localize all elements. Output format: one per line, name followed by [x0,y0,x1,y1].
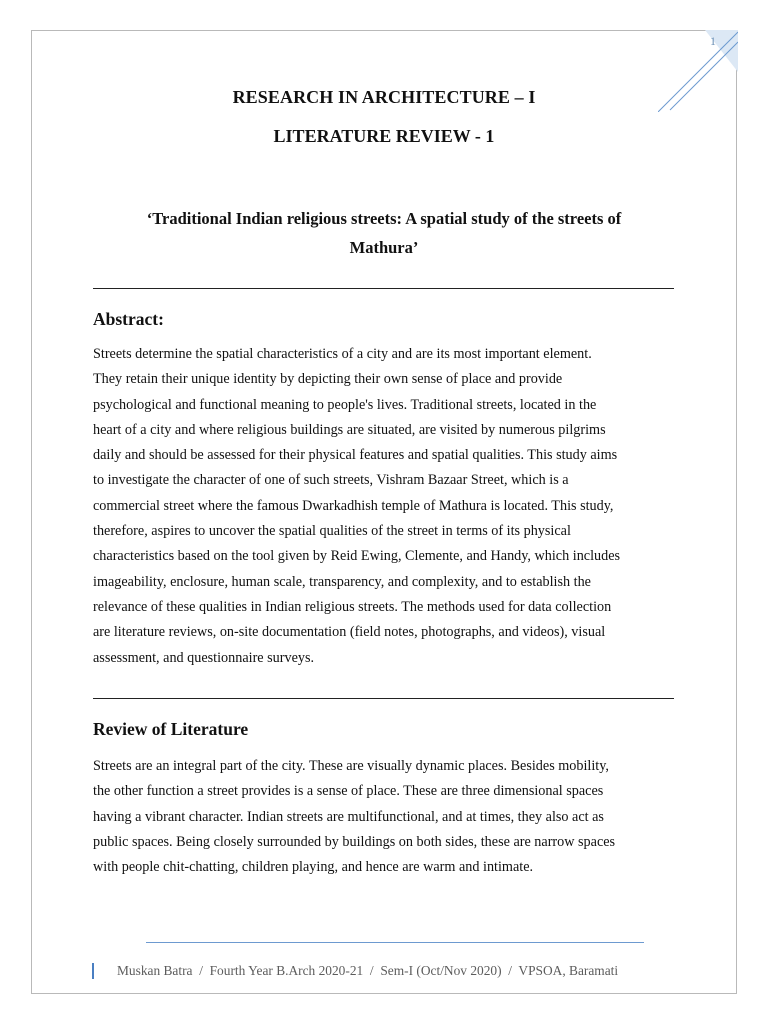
paper-title [0,204,768,262]
text-line: Streets are an integral part of the city. These are visually dynamic places. Besides mobility, [93,758,609,774]
page-number: 1 [710,34,716,48]
text-line: public spaces. Being closely surrounded by buildings on both sides, these are narrow spaces [93,833,616,850]
text-line: heart of a city and where religious buildings are situated, are visited by numerous pilgrims [93,421,606,438]
text-line: the other function a street provides is a sense of place. These are three dimensional spaces [93,783,604,800]
text-line: having a vibrant character. Indian streets are multifunctional, and at times, they also act as [93,808,604,825]
text-line: characteristics based on the tool given by Reid Ewing, Clemente, and Handy, which includes [93,548,621,565]
paper-title-line: Mathura’ [349,238,419,257]
abstract-heading: Abstract: [93,309,164,329]
footer-text: Muskan Batra / Fourth Year B.Arch 2020-21 / Sem-I (Oct/Nov 2020) / VPSOA, Baramati [117,963,619,978]
text-line: psychological and functional meaning to people's lives. Traditional streets, located in the [93,396,597,413]
text-line: daily and should be assessed for their physical features and spatial qualities. This study aims [93,447,618,464]
review-heading: Review of Literature [93,719,249,739]
section-divider [93,698,674,699]
section-divider [93,288,674,289]
text-line: are literature reviews, on-site documentation (field notes, photographs, and videos), visual [93,624,606,641]
text-line: They retain their unique identity by depicting their own sense of place and provide [93,371,563,388]
text-line: imageability, enclosure, human scale, transparency, and complexity, and to establish the [93,573,591,590]
paper-title-line: ‘Traditional Indian religious streets: A spatial study of the streets of [146,209,622,228]
text-line: therefore, aspires to uncover the spatial qualities of the street in terms of its physical [93,523,571,540]
course-title: RESEARCH IN ARCHITECTURE – I [232,87,536,107]
footer-divider [146,942,644,943]
review-paragraph [93,754,681,880]
abstract-paragraph [93,342,681,671]
text-line: with people chit-chatting, children playing, and hence are warm and intimate. [93,859,534,876]
text-line: commercial street where the famous Dwarkadhish temple of Mathura is located. This study, [93,497,614,514]
text-line: to investigate the character of one of such streets, Vishram Bazaar Street, which is a [93,472,569,489]
footer-accent-bar [92,963,94,979]
assignment-title: LITERATURE REVIEW - 1 [273,126,495,146]
text-line: Streets determine the spatial characteristics of a city and are its most important element. [93,346,592,362]
text-line: assessment, and questionnaire surveys. [93,649,315,666]
text-line: relevance of these qualities in Indian religious streets. The methods used for data collection [93,598,612,615]
